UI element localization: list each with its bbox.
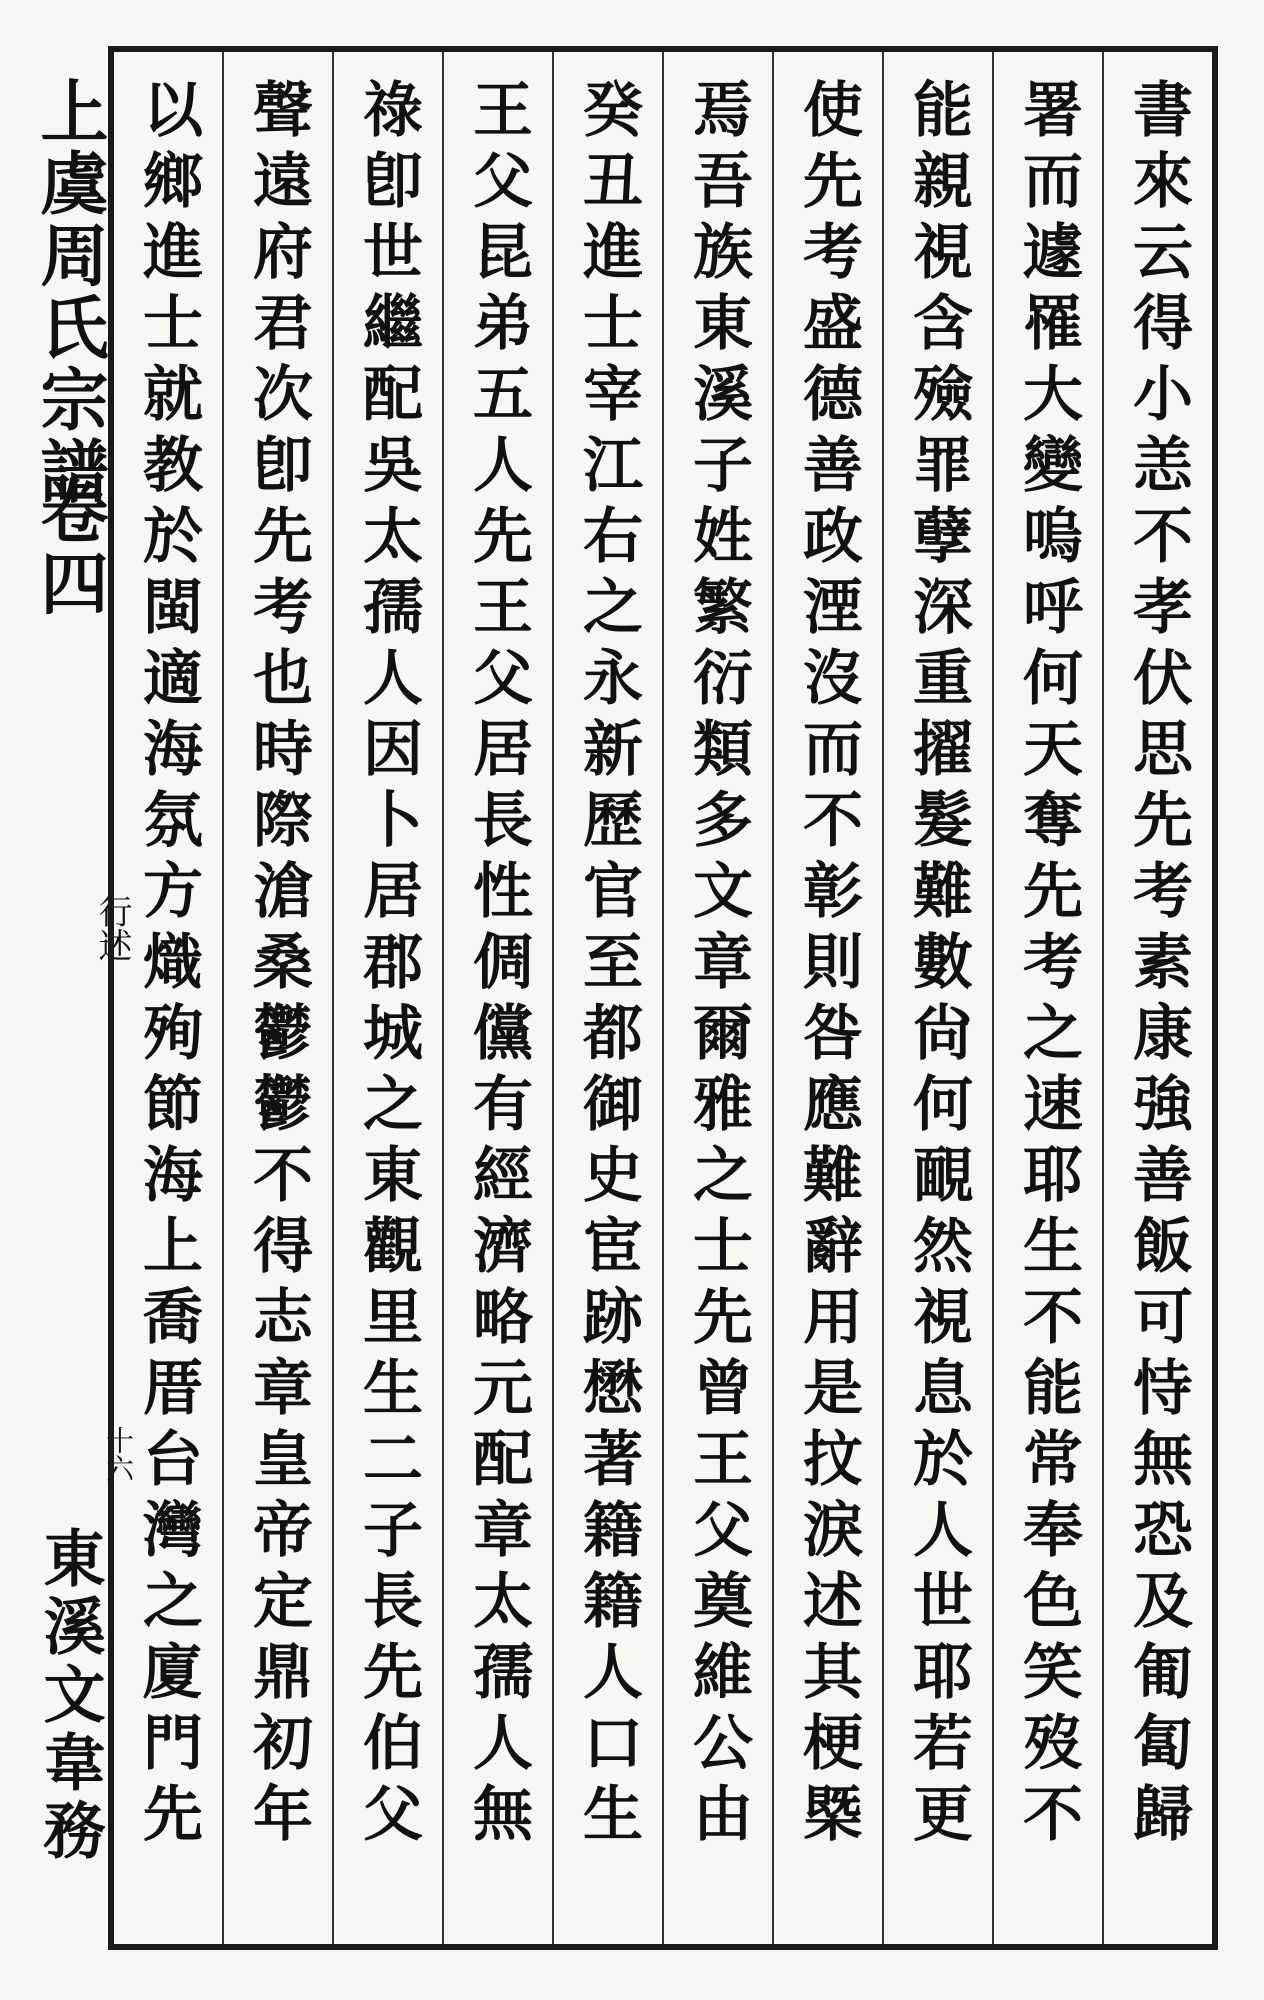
binding-margin xyxy=(28,46,135,1946)
text-block-frame xyxy=(108,46,1218,1950)
text-column xyxy=(222,52,332,1944)
text-columns xyxy=(114,52,1212,1944)
text-column xyxy=(332,52,442,1944)
text-column xyxy=(552,52,662,1944)
column-text: 聲遠府君次卽先考也時際滄桑鬱鬱不得志章皇帝定鼎初年 xyxy=(243,78,313,1853)
hall-name: 東溪文韋務 xyxy=(33,1526,106,1866)
text-column xyxy=(1102,52,1212,1944)
text-column xyxy=(442,52,552,1944)
column-text: 能親視含殮罪孽深重擢髮難數尙何靦然視息於人世耶若更 xyxy=(903,78,973,1853)
column-text: 以鄉進士就教於閩適海氛方熾殉節海上喬厝台灣之廈門先 xyxy=(133,78,203,1853)
column-text: 焉吾族東溪子姓繁衍類多文章爾雅之士先曾王父奠維公由 xyxy=(683,78,753,1853)
text-column xyxy=(114,52,222,1944)
book-title: 上虞周氏宗譜 xyxy=(29,76,109,508)
section-label: 行述 xyxy=(92,894,132,962)
text-column xyxy=(992,52,1102,1944)
column-text: 使先考盛德善政湮沒而不彰則咎應難辭用是抆淚述其梗槩 xyxy=(793,78,863,1853)
page-number: 十六 xyxy=(102,1426,135,1482)
text-column xyxy=(662,52,772,1944)
text-column xyxy=(772,52,882,1944)
column-text: 署而遽罹大變嗚呼何天奪先考之速耶生不能常奉色笑歿不 xyxy=(1013,78,1083,1853)
volume-label: 卷四 xyxy=(29,476,109,620)
column-text: 書來云得小恙不孝伏思先考素康強善飯可恃無恐及匍匐歸 xyxy=(1123,78,1193,1853)
column-text: 王父昆弟五人先王父居長性倜儻有經濟略元配章太孺人無 xyxy=(463,78,533,1853)
column-text: 祿卽世繼配吳太孺人因卜居郡城之東觀里生二子長先伯父 xyxy=(353,78,423,1853)
text-column xyxy=(882,52,992,1944)
column-text: 癸丑進士宰江右之永新歷官至都御史宦跡懋著籍籍人口生 xyxy=(573,78,643,1853)
